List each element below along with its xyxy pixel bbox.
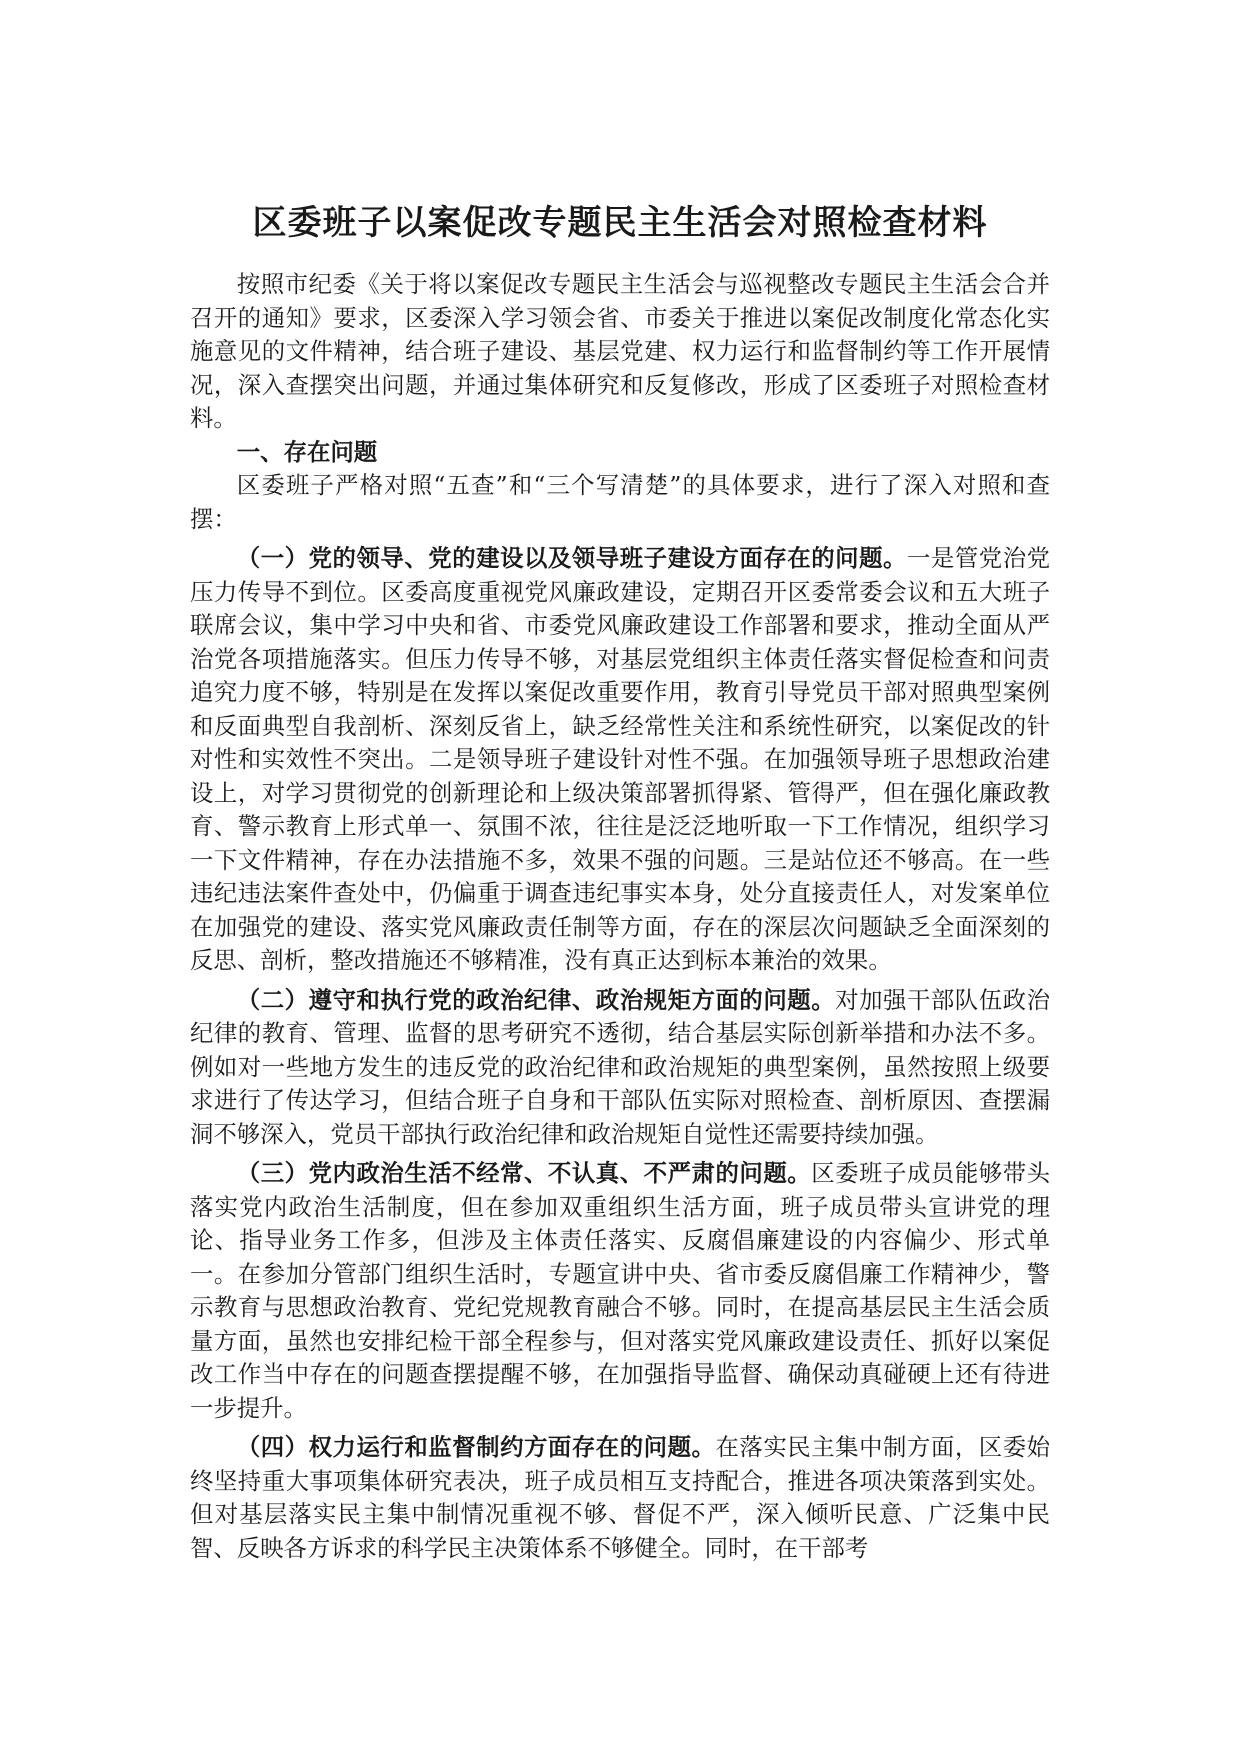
issue-body-3: 区委班子成员能够带头落实党内政治生活制度，但在参加双重组织生活方面，班子成员带头宣讲党的理论、指导业务工作多，但涉及主体责任落实、反腐倡廉建设的内容偏少、形式单一。在参加分管部门组织生活时，专题宣讲中央、省市委反腐倡廉工作精神少，警示教育与思想政治教育、党纪党规教育融合不够。同时，在提高基层民主生活会质量方面，虽然也安排纪检干部全程参与，但对落实党风廉政建设责任、抓好以案促改工作当中存在的问题查摆提醒不够，在加强指导监督、确保动真碰硬上还有待进一步提升。: [190, 1159, 1051, 1422]
issue-heading-1: （一）党的领导、党的建设以及领导班子建设方面存在的问题。: [236, 544, 907, 572]
issue-paragraph-1: [190, 542, 1050, 978]
intro-paragraph: 按照市纪委《关于将以案促改专题民主生活会与巡视整改专题民主生活会合并召开的通知》要求，区委深入学习领会省、市委关于推进以案促改制度化常态化实施意见的文件精神，结合班子建设、基层党建、权力运行和监督制约等工作开展情况，深入查摆突出问题，并通过集体研究和反复修改，形成了区委班子对照检查材料。: [190, 270, 1050, 432]
issue-body-4: 在落实民主集中制方面，区委始终坚持重大事项集体研究表决，班子成员相互支持配合，推进各项决策落到实处。但对基层落实民主集中制情况重视不够、督促不严，深入倾听民意、广泛集中民智、反映各方诉求的科学民主决策体系不够健全。同时，在干部考: [190, 1433, 1051, 1562]
issue-paragraph-2: [190, 984, 1050, 1152]
issue-heading-3: （三）党内政治生活不经常、不认真、不严肃的问题。: [236, 1159, 812, 1187]
section-heading-problems: 一、存在问题: [236, 437, 378, 466]
issue-paragraph-4: [190, 1431, 1050, 1565]
document-title: 区委班子以案促改专题民主生活会对照检查材料: [252, 203, 988, 243]
document-page: [190, 200, 1050, 1565]
issue-body-2: 对加强干部队伍政治纪律的教育、管理、监督的思考研究不透彻，结合基层实际创新举措和办法不多。例如对一些地方发生的违反党的政治纪律和政治规矩的典型案例，虽然按照上级要求进行了传达学习，但结合班子自身和干部队伍实际对照检查、剖析原因、查摆漏洞不够深入，党员干部执行政治纪律和政治规矩自觉性还需要持续加强。: [190, 985, 1051, 1148]
section-intro-paragraph: 区委班子严格对照“五查”和“三个写清楚”的具体要求，进行了深入对照和查摆：: [190, 471, 1050, 533]
issue-heading-4: （四）权力运行和监督制约方面存在的问题。: [236, 1433, 716, 1461]
issue-heading-2: （二）遵守和执行党的政治纪律、政治规矩方面的问题。: [236, 985, 836, 1014]
issue-paragraph-3: [190, 1157, 1050, 1425]
issue-body-1: 一是管党治党压力传导不到位。区委高度重视党风廉政建设，定期召开区委常委会议和五大班子联席会议，集中学习中央和省、市委党风廉政建设工作部署和要求，推动全面从严治党各项措施落实。但压力传导不够，对基层党组织主体责任落实督促检查和问责追究力度不够，特别是在发挥以案促改重要作用，教育引导党员干部对照典型案例和反面典型自我剖析、深刻反省上，缺乏经常性关注和系统性研究，以案促改的针对性和实效性不突出。二是领导班子建设针对性不强。在加强领导班子思想政治建设上，对学习贯彻党的创新理论和上级决策部署抓得紧、管得严，但在强化廉政教育、警示教育上形式单一、氛围不浓，往往是泛泛地听取一下工作情况，组织学习一下文件精神，存在办法措施不多，效果不强的问题。三是站位还不够高。在一些违纪违法案件查处中，仍偏重于调查违纪事实本身，处分直接责任人，对发案单位在加强党的建设、落实党风廉政责任制等方面，存在的深层次问题缺乏全面深刻的反思、剖析，整改措施还不够精准，没有真正达到标本兼治的效果。: [190, 544, 1051, 974]
